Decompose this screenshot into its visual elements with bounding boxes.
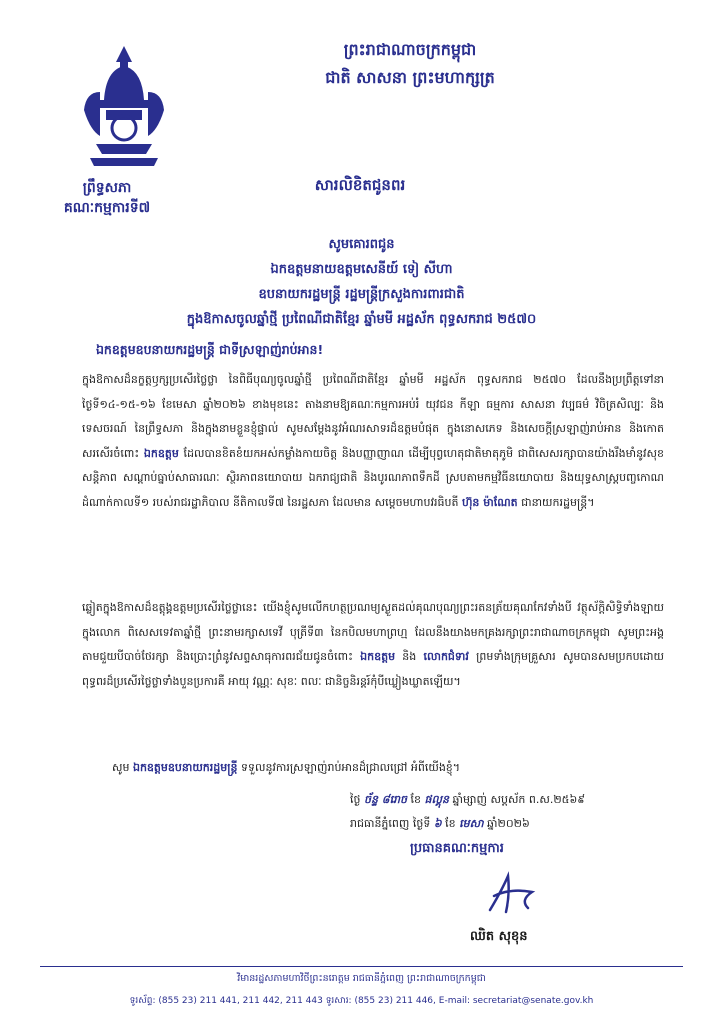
lunar-date-line: [350, 788, 680, 812]
salutation: ឯកឧត្តមឧបនាយករដ្ឋមន្ត្រី ជាទីស្រឡាញ់រាប់អាន!: [96, 342, 324, 357]
recipient-line-4: ក្នុងឱកាសចូលឆ្នាំថ្មី ប្រពៃណីជាតិខ្មែរ ឆ្នាំមមី អដ្ឋស័ក ពុទ្ធសករាជ ២៥៧០: [186, 312, 537, 327]
p1-prime-minister-name: ហ៊ុន ម៉ាណែត: [461, 495, 518, 509]
footer-divider: [40, 966, 683, 967]
p1-text-e: ជានាយករដ្ឋមន្ត្រី។: [521, 495, 595, 509]
solar-month: មេសា: [459, 817, 484, 830]
signer-title: ប្រធានគណៈកម្មការ: [410, 841, 504, 856]
solar-date-line: [350, 812, 680, 836]
closing-name: ឯកឧត្តមឧបនាយករដ្ឋមន្ត្រី: [132, 761, 238, 774]
p2-text-a: ឆ្លៀតក្នុងឱកាសដ៏ឧត្តុង្គឧត្តមប្រសើរថ្លៃថ្លានេះ យើងខ្ញុំសូមលើកហត្ថប្រណម្យស្ងួតដល់គុណបុណ្យព្រះរតនត្រ័យគុណកែវទាំងបី វត្ថុស័ក្តិសិទ្ធិទាំងឡាយក្នុងលោក ពិសេសទេវតាឆ្នាំថ្មី ព្រះនាមរក្សាសទេវី បុត្រីទី៣ នៃកបិលមហាព្រហ្ម ដែលនឹងយាងមកគ្រងរក្សាព្រះរាជាណាចក្រកម្ពុជា សូមព្រះអង្គតាមជួយបីបាច់ថែរក្សា និងប្រោះព្រំនូវសព្ទសាធុការពរជ័យជូនចំពោះ: [82, 601, 664, 663]
footer-address: វិមានរដ្ឋសភាមហាវិថីព្រះនរោត្តម រាជធានីភ្នំពេញ ព្រះរាជាណាចក្រកម្ពុជា: [237, 973, 486, 984]
document-type: សារលិខិតជូនពរ: [314, 176, 406, 194]
place-date-prefix: រាជធានីភ្នំពេញ ថ្ងៃទី: [350, 817, 431, 830]
closing-suffix: ទទួលនូវការស្រឡាញ់រាប់អានដ៏ជ្រាលជ្រៅ អំពីយើងខ្ញុំ។: [241, 761, 461, 774]
lunar-prefix: ថ្ងៃ: [350, 793, 361, 806]
body-paragraph-1: [82, 368, 664, 515]
org-name: ព្រឹទ្ធសភា: [82, 180, 132, 196]
recipient-line-3: ឧបនាយករដ្ឋមន្ត្រី រដ្ឋមន្ត្រីក្រសួងការពារជាតិ: [258, 287, 465, 302]
p2-text-c: និង: [402, 650, 417, 663]
p2-honorific: ឯកឧត្តម: [360, 650, 396, 663]
p2-honorific-spouse: លោកជំទាវ: [423, 650, 469, 663]
lunar-day: ច័ន្ទ ៨រោច: [363, 793, 408, 806]
national-motto: ជាតិ សាសនា ព្រះមហាក្សត្រ: [325, 68, 495, 87]
footer-contact: ទូរស័ព្ទ: (855 23) 211 441, 211 442, 211 443 ទូរសារ: (855 23) 211 446, E-mail: secretariat@senate.gov.kh: [129, 996, 594, 1006]
senate-emblem-icon: [76, 40, 172, 172]
recipient-line-2: ឯកឧត្តមនាយឧត្តមសេនីយ៍ ទៀ សីហា: [270, 262, 453, 277]
body-paragraph-2: [82, 596, 664, 694]
recipient-line-1: សូមគោរពជូន: [328, 237, 395, 252]
p1-text-c: ដែលបានខិតខំយកអស់កម្លាំងកាយចិត្ត និងបញ្ញាញាណ ដើម្បីបុព្វហេតុជាតិមាតុភូមិ ជាពិសេសរក្សាបានយ៉ាងរឹងមាំនូវសុខសន្តិភាព សណ្តាប់ធ្នាប់សាធារណៈ ស្ថិរភាពនយោបាយ ឯករាជ្យជាតិ និងបូរណភាពទឹកដី ស្របតាមកម្មវិធីនយោបាយ និងយុទ្ធសាស្ត្របញ្ចកោណ ដំណាក់កាលទី១ របស់រាជរដ្ឋាភិបាល នីតិកាលទី៧ នៃរដ្ឋសភា ដែលមាន សម្តេចមហាបវរធិបតី: [82, 446, 665, 509]
p1-honorific: ឯកឧត្តម: [143, 446, 179, 460]
closing-line: [112, 758, 672, 778]
closing-prefix: សូម: [112, 761, 130, 774]
signature-icon: [480, 870, 540, 918]
solar-month-prefix: ខែ: [445, 817, 456, 830]
solar-year: ឆ្នាំ២០២៦: [487, 817, 530, 830]
p1-text-a: ក្នុងឱកាសដ៏នក្ខត្តឫក្សប្រសើរថ្លៃថ្លា នៃពិធីបុណ្យចូលឆ្នាំថ្មី ប្រពៃណីជាតិខ្មែរ ឆ្នាំមមី អដ្ឋស័ក ពុទ្ធសករាជ ២៥៧០ ដែលនឹងប្រព្រឹត្តទៅនាថ្ងៃទី១៤-១៥-១៦ ខែមេសា ឆ្នាំ២០២៦ ខាងមុខនេះ តាងនាមឱ្យគណៈកម្មការអប់រំ យុវជន កីឡា ធម្មការ សាសនា វប្បធម៌ វិចិត្រសិល្បៈ និងទេសចរណ៍ នៃព្រឹទ្ធសភា និងក្នុងនាមខ្លួនខ្ញុំផ្ទាល់ សូមសម្តែងនូវអំណរសាទរដ៏ឧត្តមបំផុត ក្នុងនោសភេទ និងសេចក្តីស្រឡាញ់រាប់អាន និងកោតសរសើរចំពោះ: [82, 373, 664, 460]
p2-text-e: ព្រមទាំងក្រុមគ្រួសារ សូមបានសមប្រកបដោយពុទ្ធពរដ៏ប្រសើរថ្លៃថ្លាទាំងបួនប្រការគឺ អាយុ វណ្ណៈ សុខៈ ពលៈ ជានិច្ចនិរន្តរ៍កុំបីឃ្លៀងឃ្លាតឡើយ។: [82, 650, 664, 688]
org-block: [22, 178, 192, 218]
signer-name: ឈិត សុខុន: [470, 929, 528, 944]
recipient-block: [60, 232, 663, 332]
national-header: [200, 36, 620, 92]
org-committee: គណៈកម្មការទី៧: [63, 200, 151, 216]
kingdom-title: ព្រះរាជាណាចក្រកម្ពុជា: [343, 40, 477, 59]
lunar-month-prefix: ខែ: [410, 793, 422, 806]
date-block: [350, 788, 680, 836]
lunar-year: ឆ្នាំម្សាញ់ សប្តស័ក ព.ស.២៥៦៩: [452, 793, 586, 806]
lunar-month: ផល្គុន: [424, 793, 449, 806]
solar-day: ៦: [433, 817, 442, 830]
